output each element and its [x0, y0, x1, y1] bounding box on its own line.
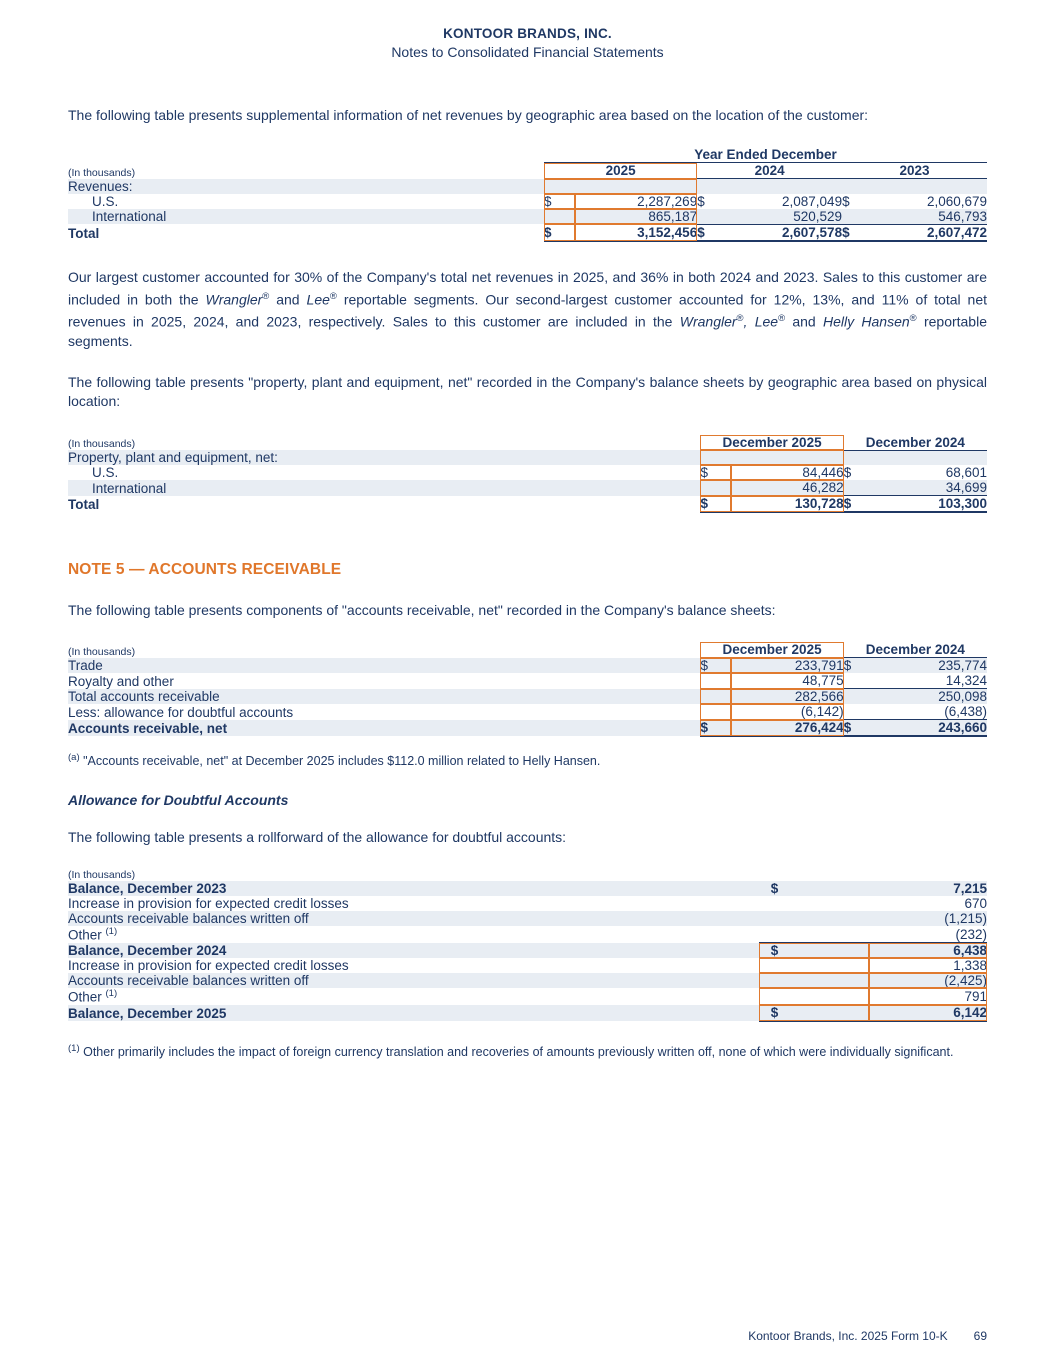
revenue-group-header-row [68, 147, 987, 163]
ppe-total-2025: 130,728 [731, 496, 844, 513]
intro-paragraph: The following table presents supplemental information of net revenues by geographic area based on the location of the customer: [68, 107, 869, 123]
revenue-total-label: Total [68, 225, 100, 241]
ppe-us-2024: 68,601 [945, 465, 987, 481]
ar-total-currency-2024 [844, 689, 875, 705]
footnote-1-text: Other primarily includes the impact of foreign currency translation and recoveries of amounts previously written off, none of which were individually significant. [79, 1045, 954, 1060]
allowance-heading: Allowance for Doubtful Accounts [68, 792, 289, 809]
revenue-table-wrapper [68, 147, 987, 242]
revenue-total-2025: 3,152,456 [575, 224, 697, 241]
allowance-row-label-8: Balance, December 2025 [68, 1006, 227, 1022]
footnote-1-marker: (1) [68, 1043, 80, 1055]
allowance-row-currency-2 [759, 911, 869, 926]
revenue-row-label-intl: International [92, 209, 167, 224]
allowance-units-label: (In thousands) [68, 869, 136, 882]
table-row [68, 480, 987, 496]
revenue-total-2023: 2,607,472 [873, 224, 987, 241]
allowance-row-value-2: (1,215) [944, 911, 987, 927]
allowance-row-label-2: Accounts receivable balances written off [68, 911, 309, 927]
revenue-column-header-row [68, 163, 987, 179]
ar-total-2024: 250,098 [938, 689, 987, 705]
ar-trade-2024: 235,774 [938, 658, 987, 674]
allowance-row-value-6: (2,425) [869, 973, 987, 988]
footnote-1 [68, 1040, 987, 1061]
ar-total-2025: 282,566 [731, 689, 844, 705]
ar-allowance-currency-2025 [700, 704, 731, 720]
revenue-intl-2024: 520,529 [728, 209, 842, 225]
revenue-units-label: (In thousands) [68, 166, 136, 179]
ppe-units-label: (In thousands) [68, 438, 136, 451]
allowance-row-currency-3 [759, 926, 869, 943]
allowance-row-label-0: Balance, December 2023 [68, 881, 227, 897]
ar-net-2024: 243,660 [874, 720, 987, 737]
page-footer [748, 1329, 987, 1343]
registered-mark-5: ® [909, 313, 917, 325]
registered-mark-4: ® [778, 313, 786, 325]
footnote-a [68, 749, 987, 770]
customer-para-part3: reportable segments. Our second-largest customer accounted for 12%, 13%, and 11% of total net revenues in 2025, 2024, and 2023, respectively. Sales to this customer are included in the [68, 291, 988, 330]
allowance-row-value-7: 791 [869, 988, 987, 1005]
ppe-col-dec2024: December 2024 [844, 435, 987, 451]
ar-row-label-total: Total accounts receivable [68, 689, 220, 705]
allowance-row-3-marker: (1) [105, 926, 118, 938]
ppe-table [68, 435, 987, 514]
revenue-group-header: Year Ended December [544, 147, 987, 163]
revenue-intl-2025: 865,187 [575, 209, 697, 225]
brand-wrangler: Wrangler [205, 291, 263, 308]
table-row [68, 943, 987, 959]
allowance-table-wrapper [68, 869, 987, 1022]
ppe-total-currency-2024: $ [844, 496, 875, 513]
revenue-section-row [68, 179, 987, 194]
note5-intro: The following table presents components of "accounts receivable, net" recorded in the Company's balance sheets: [68, 602, 776, 619]
ar-allowance-currency-2024 [844, 704, 875, 720]
ppe-total-label: Total [68, 497, 100, 513]
allowance-row-currency-8: $ [759, 1005, 869, 1022]
ppe-us-currency-2024: $ [843, 465, 852, 481]
allowance-row-currency-1 [759, 896, 869, 911]
table-row [68, 958, 987, 973]
allowance-row-value-1: 670 [964, 896, 987, 912]
ar-table-wrapper [68, 642, 987, 737]
revenue-total-row [68, 224, 987, 241]
allowance-rollforward-table [68, 869, 987, 1022]
revenue-us-currency-2023: $ [842, 193, 850, 209]
table-row [68, 704, 987, 720]
allowance-row-currency-4: $ [759, 943, 869, 959]
ppe-row-label-intl: International [92, 480, 167, 496]
revenue-us-2023: 2,060,679 [926, 193, 987, 209]
allowance-row-7-text: Other [68, 989, 106, 1005]
revenue-total-currency-2024: $ [697, 224, 728, 241]
allowance-row-currency-5 [759, 958, 869, 973]
ppe-intl-2024: 34,699 [874, 480, 987, 496]
allowance-row-value-0: 7,215 [953, 881, 987, 897]
customer-para-part1: Our largest customer accounted for 30% of the Company's total net revenues in 2025, and 36% in both 2024 and 2023. Sales to this customer are included in both the [68, 268, 987, 308]
ar-allowance-2025: (6,142) [731, 704, 844, 720]
customer-concentration-paragraph: Our largest customer accounted for 30% of the Company's total net revenues in 2025, and 36% in both 2024 and 2023. Sales to this customer are included in both the Wrangler® and Lee® reportable segments. Our second-largest customer accounted for 12%, 13%, and 11% of total net revenues in 2025, 2024, and 2023, respectively. Sales to this customer are included in the Wrangler®, Lee® and Helly Hansen® reportable segments. [68, 268, 988, 349]
ppe-total-2024: 103,300 [874, 496, 987, 513]
table-row [68, 988, 987, 1005]
allowance-row-label-6: Accounts receivable balances written off [68, 973, 309, 989]
brand-lee: Lee [306, 291, 330, 308]
ar-allowance-2024: (6,438) [874, 704, 987, 720]
brand-lee-2: Lee [754, 313, 779, 330]
ar-net-currency-2024: $ [844, 720, 875, 737]
footnote-a-marker: (a) [68, 752, 80, 764]
registered-mark-3: ® [736, 313, 744, 325]
revenue-total-currency-2025: $ [544, 224, 575, 241]
footnote-a-text: "Accounts receivable, net" at December 2025 includes $112.0 million related to Helly Hansen. [79, 754, 601, 769]
revenue-total-2024: 2,607,578 [728, 224, 842, 241]
table-row [68, 673, 987, 689]
allowance-row-7-marker: (1) [105, 988, 118, 1000]
allowance-row-value-5: 1,338 [869, 958, 987, 973]
ppe-intl-currency-2025 [700, 480, 731, 496]
ppe-total-currency-2025: $ [700, 496, 731, 513]
ar-col-dec2024: December 2024 [844, 642, 987, 658]
ppe-section-row [68, 450, 987, 465]
table-row [68, 973, 987, 988]
allowance-row-currency-0: $ [770, 881, 779, 897]
allowance-row-3-text: Other [68, 927, 106, 943]
revenue-us-2024: 2,087,049 [782, 193, 843, 209]
customer-para-part2: and [269, 291, 307, 308]
table-row [68, 896, 987, 911]
ar-row-label-trade: Trade [68, 658, 103, 674]
ar-trade-2025: 233,791 [731, 658, 844, 674]
ar-row-label-allowance: Less: allowance for doubtful accounts [68, 704, 294, 720]
ar-net-currency-2025: $ [700, 720, 731, 737]
allowance-final-row [68, 1005, 987, 1022]
ar-net-label: Accounts receivable, net [68, 721, 228, 737]
revenue-col-2025: 2025 [544, 163, 697, 179]
ar-column-header-row [68, 642, 987, 658]
revenue-row-label-us: U.S. [92, 193, 119, 209]
ppe-paragraph: The following table presents "property, plant and equipment, net" recorded in the Company's balance sheets by geographic area based on physical location: [68, 373, 987, 409]
ppe-total-row [68, 496, 987, 513]
ar-royalty-2024: 14,324 [874, 673, 987, 689]
allowance-row-currency-6 [759, 973, 869, 988]
table-row [68, 194, 987, 209]
brand-helly-hansen: Helly Hansen [823, 313, 910, 330]
note5-title: NOTE 5 — ACCOUNTS RECEIVABLE [68, 561, 342, 579]
ar-royalty-2025: 48,775 [731, 673, 844, 689]
revenue-col-2023: 2023 [842, 163, 987, 179]
revenue-intl-2023: 546,793 [873, 209, 987, 225]
revenue-table [68, 147, 987, 242]
ar-row-label-royalty: Royalty and other [68, 673, 174, 689]
ar-net-2025: 276,424 [731, 720, 844, 737]
allowance-row-label-1: Increase in provision for expected credit losses [68, 896, 349, 912]
ppe-section-label: Property, plant and equipment, net: [68, 450, 278, 466]
registered-mark-1: ® [262, 290, 270, 302]
ppe-column-header-row [68, 435, 987, 451]
table-row [68, 209, 987, 225]
customer-para-part4: reportable segments. [68, 313, 987, 349]
table-row [68, 658, 987, 674]
allowance-row-label-4: Balance, December 2024 [68, 943, 227, 959]
ppe-col-dec2025: December 2025 [700, 435, 843, 451]
ar-total-currency-2025 [700, 689, 731, 705]
allowance-row-currency-7 [759, 988, 869, 1005]
revenue-col-2024: 2024 [697, 163, 842, 179]
table-row [68, 881, 987, 896]
brand-wrangler-2: Wrangler [679, 313, 737, 330]
allowance-units-row [68, 869, 987, 881]
allowance-row-value-8: 6,142 [869, 1005, 987, 1022]
accounts-receivable-table [68, 642, 987, 737]
ar-units-label: (In thousands) [68, 645, 136, 658]
revenue-intl-currency-2025 [544, 209, 575, 225]
ar-trade-currency-2025: $ [700, 658, 731, 674]
footer-text: Kontoor Brands, Inc. 2025 Form 10-K [748, 1329, 948, 1343]
allowance-row-label-7 [68, 988, 759, 1005]
ar-trade-currency-2024: $ [843, 658, 852, 674]
revenue-us-currency-2025: $ [544, 194, 575, 209]
ppe-us-2025: 84,446 [731, 465, 844, 480]
ar-royalty-currency-2024 [844, 673, 875, 689]
company-name: KONTOOR BRANDS, INC. [443, 26, 612, 41]
allowance-row-value-3: (232) [869, 926, 987, 943]
ppe-intl-currency-2024 [844, 480, 875, 496]
page-header [68, 26, 987, 60]
table-row [68, 911, 987, 926]
ppe-intl-2025: 46,282 [731, 480, 844, 496]
registered-mark-2: ® [329, 290, 337, 302]
allowance-row-label-5: Increase in provision for expected credit losses [68, 958, 349, 974]
ppe-table-wrapper [68, 435, 987, 514]
allowance-intro: The following table presents a rollforward of the allowance for doubtful accounts: [68, 829, 567, 846]
table-row [68, 926, 987, 943]
ar-royalty-currency-2025 [700, 673, 731, 689]
ar-col-dec2025: December 2025 [700, 642, 843, 658]
revenue-intl-currency-2024 [697, 209, 728, 225]
ar-net-row [68, 720, 987, 737]
table-row [68, 689, 987, 705]
ppe-us-currency-2025: $ [700, 465, 731, 480]
revenue-total-currency-2023: $ [842, 224, 873, 241]
revenue-us-currency-2024: $ [697, 193, 705, 209]
revenue-us-2025: 2,287,269 [575, 194, 697, 209]
allowance-row-label-3 [68, 926, 759, 943]
revenue-intl-currency-2023 [842, 209, 873, 225]
table-row [68, 465, 987, 480]
ppe-row-label-us: U.S. [92, 465, 119, 481]
revenue-section-label: Revenues: [68, 178, 133, 194]
page-number: 69 [973, 1329, 987, 1343]
document-subtitle: Notes to Consolidated Financial Statements [391, 44, 664, 60]
allowance-row-value-4: 6,438 [869, 943, 987, 959]
